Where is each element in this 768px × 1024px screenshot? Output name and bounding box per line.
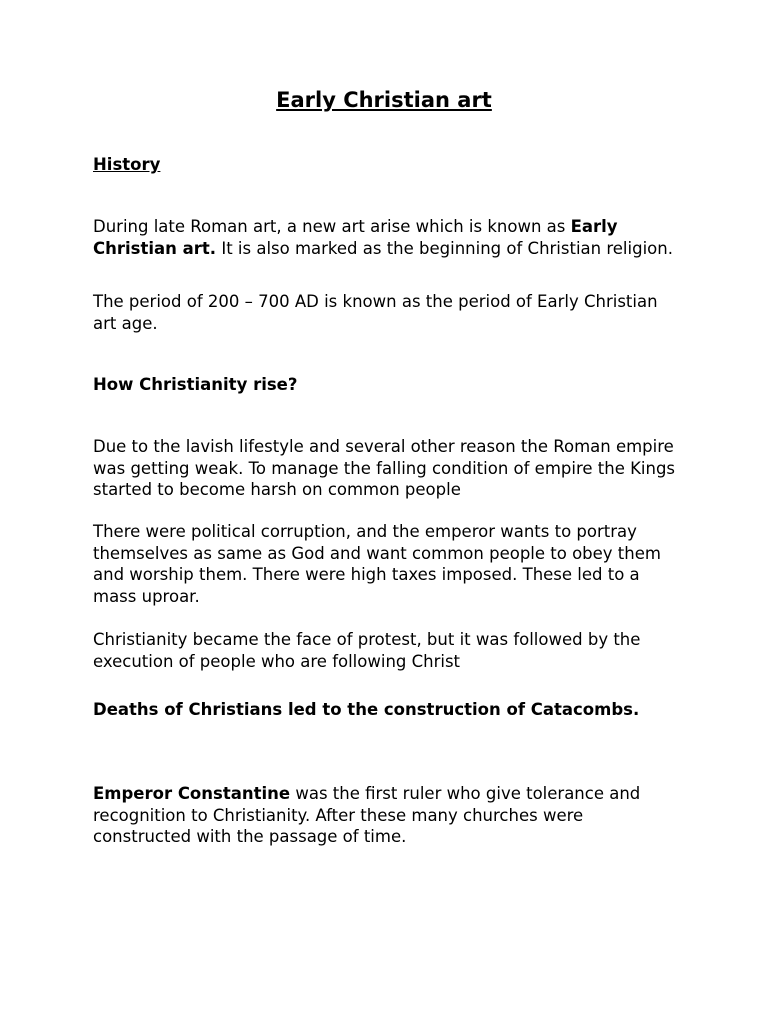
empire-paragraph: Due to the lavish lifestyle and several other reason the Roman empire was getting weak. To manage the falling condition of empire the Kings started to become harsh on common people [93, 437, 676, 499]
protest-paragraph: Christianity became the face of protest, but it was followed by the execution of people who are following Christ [93, 630, 641, 671]
corruption-paragraph: There were political corruption, and the emperor wants to portray themselves as same as God and want common people to obey them and worship them. There were high taxes imposed. These led to a mass uproar. [93, 522, 661, 606]
rise-heading: How Christianity rise? [93, 375, 298, 394]
intro-paragraph [93, 216, 683, 259]
constantine-text: was the first ruler who give tolerance and recognition to Christianity. After these many churches were constructed with the passage of time. [93, 784, 641, 846]
intro-bold-term: Early Christian art. [93, 217, 618, 258]
constantine-bold-name: Emperor Constantine [93, 784, 291, 803]
catacombs-heading: Deaths of Christians led to the construction of Catacombs. [93, 700, 640, 719]
constantine-paragraph [93, 783, 683, 848]
intro-text-start: During late Roman art, a new art arise which is known as [93, 217, 571, 236]
period-paragraph: The period of 200 – 700 AD is known as the period of Early Christian art age. [93, 292, 658, 333]
history-heading: History [93, 155, 161, 174]
page-title: Early Christian art [276, 88, 492, 112]
intro-text-end: It is also marked as the beginning of Christian religion. [216, 238, 673, 258]
